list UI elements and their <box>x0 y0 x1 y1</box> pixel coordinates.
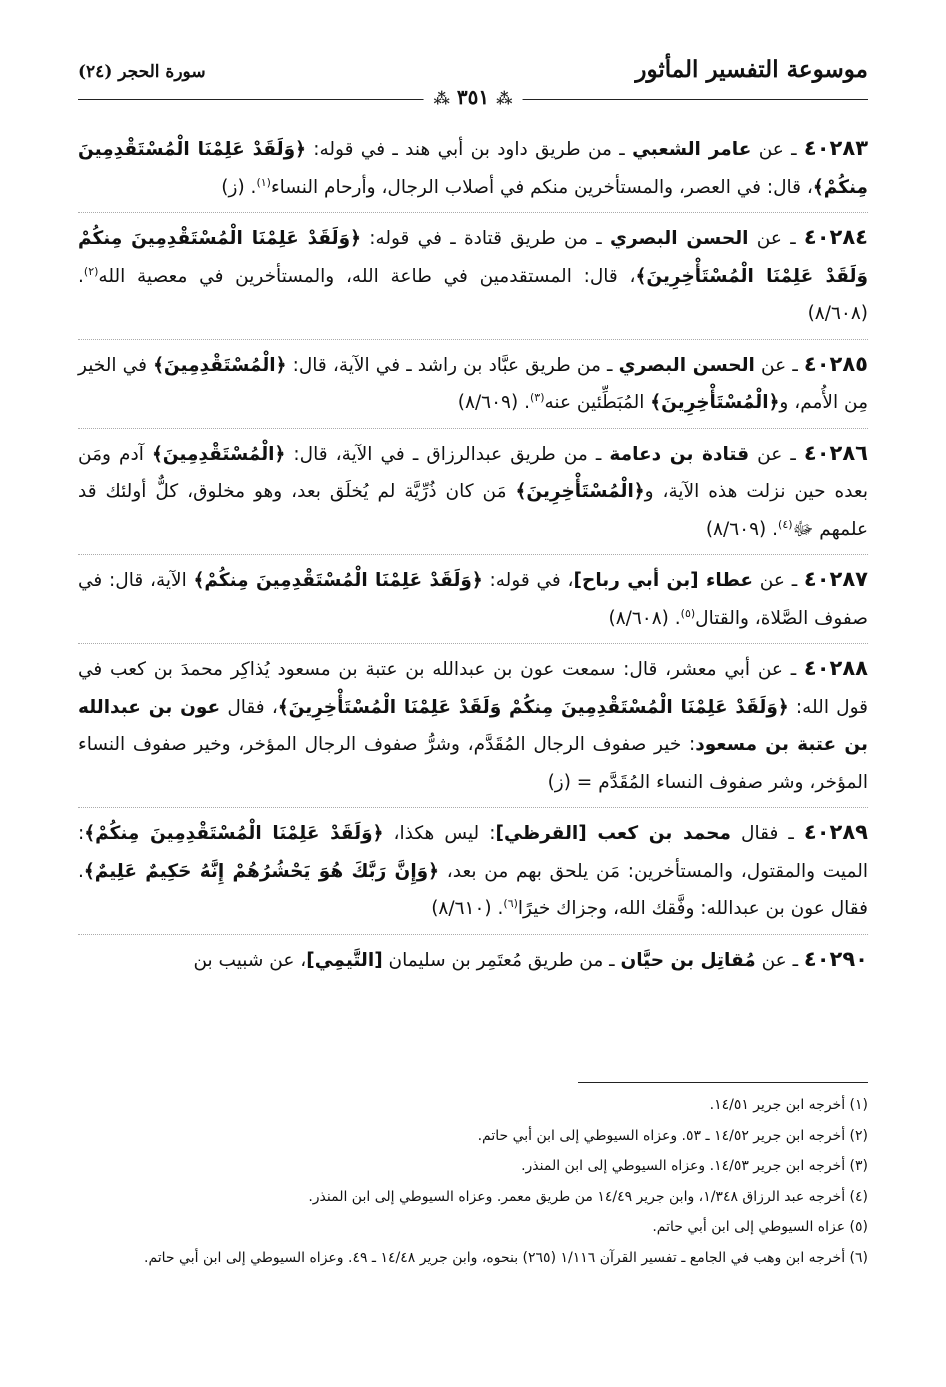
entry-number: ٤٠٢٨٧ <box>803 567 868 591</box>
footnote: (٥) عزاه السيوطي إلى ابن أبي حاتم. <box>652 1219 868 1235</box>
entry-text: ـ من طريق عبدالرزاق ـ في الآية، قال: <box>285 443 610 465</box>
quran-quote: ﴿الْمُسْتَأْخِرِينَ﴾ <box>650 392 780 413</box>
narrator-name: مُقاتِل بن حيَّان <box>620 949 756 971</box>
footnote: (١) أخرجه ابن جرير ١٤/٥١. <box>709 1097 868 1113</box>
narrator-name: قتادة بن دعامة <box>609 443 750 465</box>
footnote: (٢) أخرجه ابن جرير ١٤/٥٢ ـ ٥٣. وعزاه السيوطي إلى ابن أبي حاتم. <box>477 1127 868 1144</box>
narration-entry <box>78 346 868 422</box>
entry-text: ـ فقال <box>730 823 804 844</box>
narration-entry <box>78 130 868 206</box>
entry-separator <box>78 807 868 808</box>
quran-quote: ﴿وَلَقَدْ عَلِمْنَا الْمُسْتَقْدِمِينَ مِنكُمْ وَلَقَدْ عَلِمْنَا الْمُسْتَأْخِرِينَ﴾ <box>78 228 868 287</box>
narration-entry <box>78 814 868 928</box>
entry-text: : خير صفوف الرجال المُقَدَّم، وشرُّ صفوف الرجال المؤخر، وخير صفوف النساء المؤخر، وشر صفوف النساء المُقَدَّم = (ز) <box>78 734 868 793</box>
narrator-name: عامر الشعبي <box>632 139 752 160</box>
entry-text: ـ عن <box>754 354 804 376</box>
narration-entry <box>78 219 868 333</box>
entry-text: ، عن شبيب بن <box>193 949 307 971</box>
entry-text: ـ عن <box>753 570 804 591</box>
entry-text: ـ من طريق مُعتَمِر بن سليمان <box>382 949 621 971</box>
narration-entry <box>78 941 868 980</box>
entry-number: ٤٠٢٨٨ <box>803 656 868 680</box>
footnote-ref: (٦) <box>503 896 518 910</box>
quran-quote: ﴿الْمُسْتَأْخِرِينَ﴾ <box>515 481 645 502</box>
quran-quote: ﴿وَلَقَدْ عَلِمْنَا الْمُسْتَقْدِمِينَ مِنكُمْ﴾ <box>84 823 384 844</box>
page-number-text: ٣٥١ <box>456 85 490 109</box>
narration-entry <box>78 435 868 549</box>
entry-separator <box>78 339 868 340</box>
entry-text: ـ عن <box>749 443 804 465</box>
page-number <box>424 85 523 109</box>
ornament-right-icon: ⁂ <box>433 89 450 108</box>
entry-text: المُبَطِّئين عنه <box>544 392 651 413</box>
entry-separator <box>78 643 868 644</box>
footnote-ref: (٣) <box>529 390 545 404</box>
entry-number: ٤٠٢٨٦ <box>803 440 868 465</box>
entry-text: ـ من طريق قتادة ـ في قوله: <box>360 228 611 249</box>
footnote-ref: (٥) <box>680 606 696 620</box>
footnote-ref: (٤) <box>778 517 793 531</box>
entry-separator <box>78 934 868 935</box>
entry-number: ٤٠٢٨٣ <box>803 136 869 160</box>
entry-text: آدم ومَن بعده حين نزلت هذه الآية، و <box>78 443 868 502</box>
entry-text: . (٨/٦١٠) <box>431 898 504 919</box>
entry-text: ، قال: المستقدمين في طاعة الله، والمستأخرين في معصية الله <box>98 265 636 287</box>
entry-separator <box>78 212 868 213</box>
entry-text: مَن كان ذُرِّيَّة لم يُخلَق بعد، وهو مخلوق، كلٌّ أولئك قد علمهم ﷻ <box>78 481 868 540</box>
entry-text: . (٨/٦٠٩) <box>457 392 530 413</box>
entry-text: ـ عن <box>755 949 804 971</box>
narration-entry <box>78 561 868 637</box>
entry-text: . فقال عون بن عبدالله: وفَّقك الله، وجزاك خيرًا <box>78 860 868 919</box>
entry-text: ـ عن <box>748 228 804 249</box>
entry-text: : ليس هكذا، <box>383 823 496 844</box>
ornament-left-icon: ⁂ <box>496 89 513 108</box>
narrator-name: عون بن عبدالله بن عتبة بن مسعود <box>78 696 868 755</box>
footnote-ref: (١) <box>256 175 271 189</box>
body-text <box>78 130 868 979</box>
entry-separator <box>78 428 868 429</box>
surah-title: سورة الحجر (٢٤) <box>78 62 206 82</box>
narrator-name: محمد بن كعب [القرظي] <box>495 823 731 844</box>
entry-text: . (ز) <box>221 176 257 198</box>
quran-quote: ﴿وَإِنَّ رَبَّكَ هُوَ يَحْشُرُهُمْ إِنَّهُ حَكِيمٌ عَلِيمٌ﴾ <box>83 860 440 882</box>
narration-entry <box>78 650 868 801</box>
entry-number: ٤٠٢٨٤ <box>803 225 868 249</box>
footnote: (٦) أخرجه ابن وهب في الجامع ـ تفسير القرآن ١/١١٦ (٢٦٥) بنحوه، وابن جرير ١٤/٤٨ ـ ٤٩. وعزاه السيوطي إلى ابن أبي حاتم. <box>144 1249 868 1266</box>
footnote-rule <box>578 1082 868 1083</box>
entry-text: . (٨/٦٠٨) <box>608 607 681 629</box>
entry-number: ٤٠٢٨٥ <box>803 351 868 376</box>
footnote: (٣) أخرجه ابن جرير ١٤/٥٣. وعزاه السيوطي إلى ابن المنذر. <box>521 1158 868 1174</box>
entry-text: في الخير مِن الأُمم، و <box>78 354 868 413</box>
narrator-name: عطاء [بن أبي رباح] <box>573 570 754 591</box>
entry-text: : الميت والمقتول، والمستأخرين: مَن يلحق بهم من بعد، <box>78 823 868 882</box>
entry-text: ـ من طريق عبَّاد بن راشد ـ في الآية، قال: <box>286 354 619 376</box>
running-header <box>78 52 868 112</box>
entry-number: ٤٠٢٩٠ <box>803 946 868 971</box>
entry-text: ـ عن أبي معشر، قال: سمعت عون بن عبدالله بن عتبة بن مسعود يُذاكِر محمدَ بن كعب في قول الله: <box>78 659 869 718</box>
entry-text: ، قال: في العصر، والمستأخرين منكم في أصلاب الرجال، وأرحام النساء <box>270 176 813 198</box>
entry-text: . (٨/٦٠٩) <box>705 518 779 540</box>
footnote-ref: (٢) <box>83 264 99 278</box>
entry-text: ، في قوله: <box>482 570 574 591</box>
quran-quote: ﴿وَلَقَدْ عَلِمْنَا الْمُسْتَقْدِمِينَ مِنكُمْ﴾ <box>193 570 483 591</box>
narrator-name: [التَّيمِي] <box>306 949 383 971</box>
quran-quote: ﴿الْمُسْتَقْدِمِينَ﴾ <box>151 443 286 465</box>
quran-quote: ﴿وَلَقَدْ عَلِمْنَا الْمُسْتَقْدِمِينَ مِنكُمْ﴾ <box>78 139 868 198</box>
narrator-name: الحسن البصري <box>610 228 749 249</box>
quran-quote: ﴿الْمُسْتَقْدِمِينَ﴾ <box>153 354 287 376</box>
entry-number: ٤٠٢٨٩ <box>803 820 868 844</box>
quran-quote: ﴿وَلَقَدْ عَلِمْنَا الْمُسْتَقْدِمِينَ مِنكُمْ وَلَقَدْ عَلِمْنَا الْمُسْتَأْخِرِينَ﴾ <box>277 696 789 718</box>
narrator-name: الحسن البصري <box>618 354 755 376</box>
entry-separator <box>78 554 868 555</box>
entry-text: ، فقال <box>220 696 278 718</box>
entry-text: الآية، قال: في صفوف الصَّلاة، والقتال <box>78 570 868 629</box>
entry-text: . (٨/٦٠٨) <box>78 265 868 324</box>
entry-text: ـ من طريق داود بن أبي هند ـ في قوله: <box>305 139 633 160</box>
book-title: موسوعة التفسير المأثور <box>635 56 868 83</box>
footnotes <box>78 1090 868 1273</box>
footnote: (٤) أخرجه عبد الرزاق ١/٣٤٨، وابن جرير ١٤/٤٩ من طريق معمر. وعزاه السيوطي إلى ابن المنذر. <box>308 1188 868 1205</box>
entry-text: ـ عن <box>751 139 804 160</box>
